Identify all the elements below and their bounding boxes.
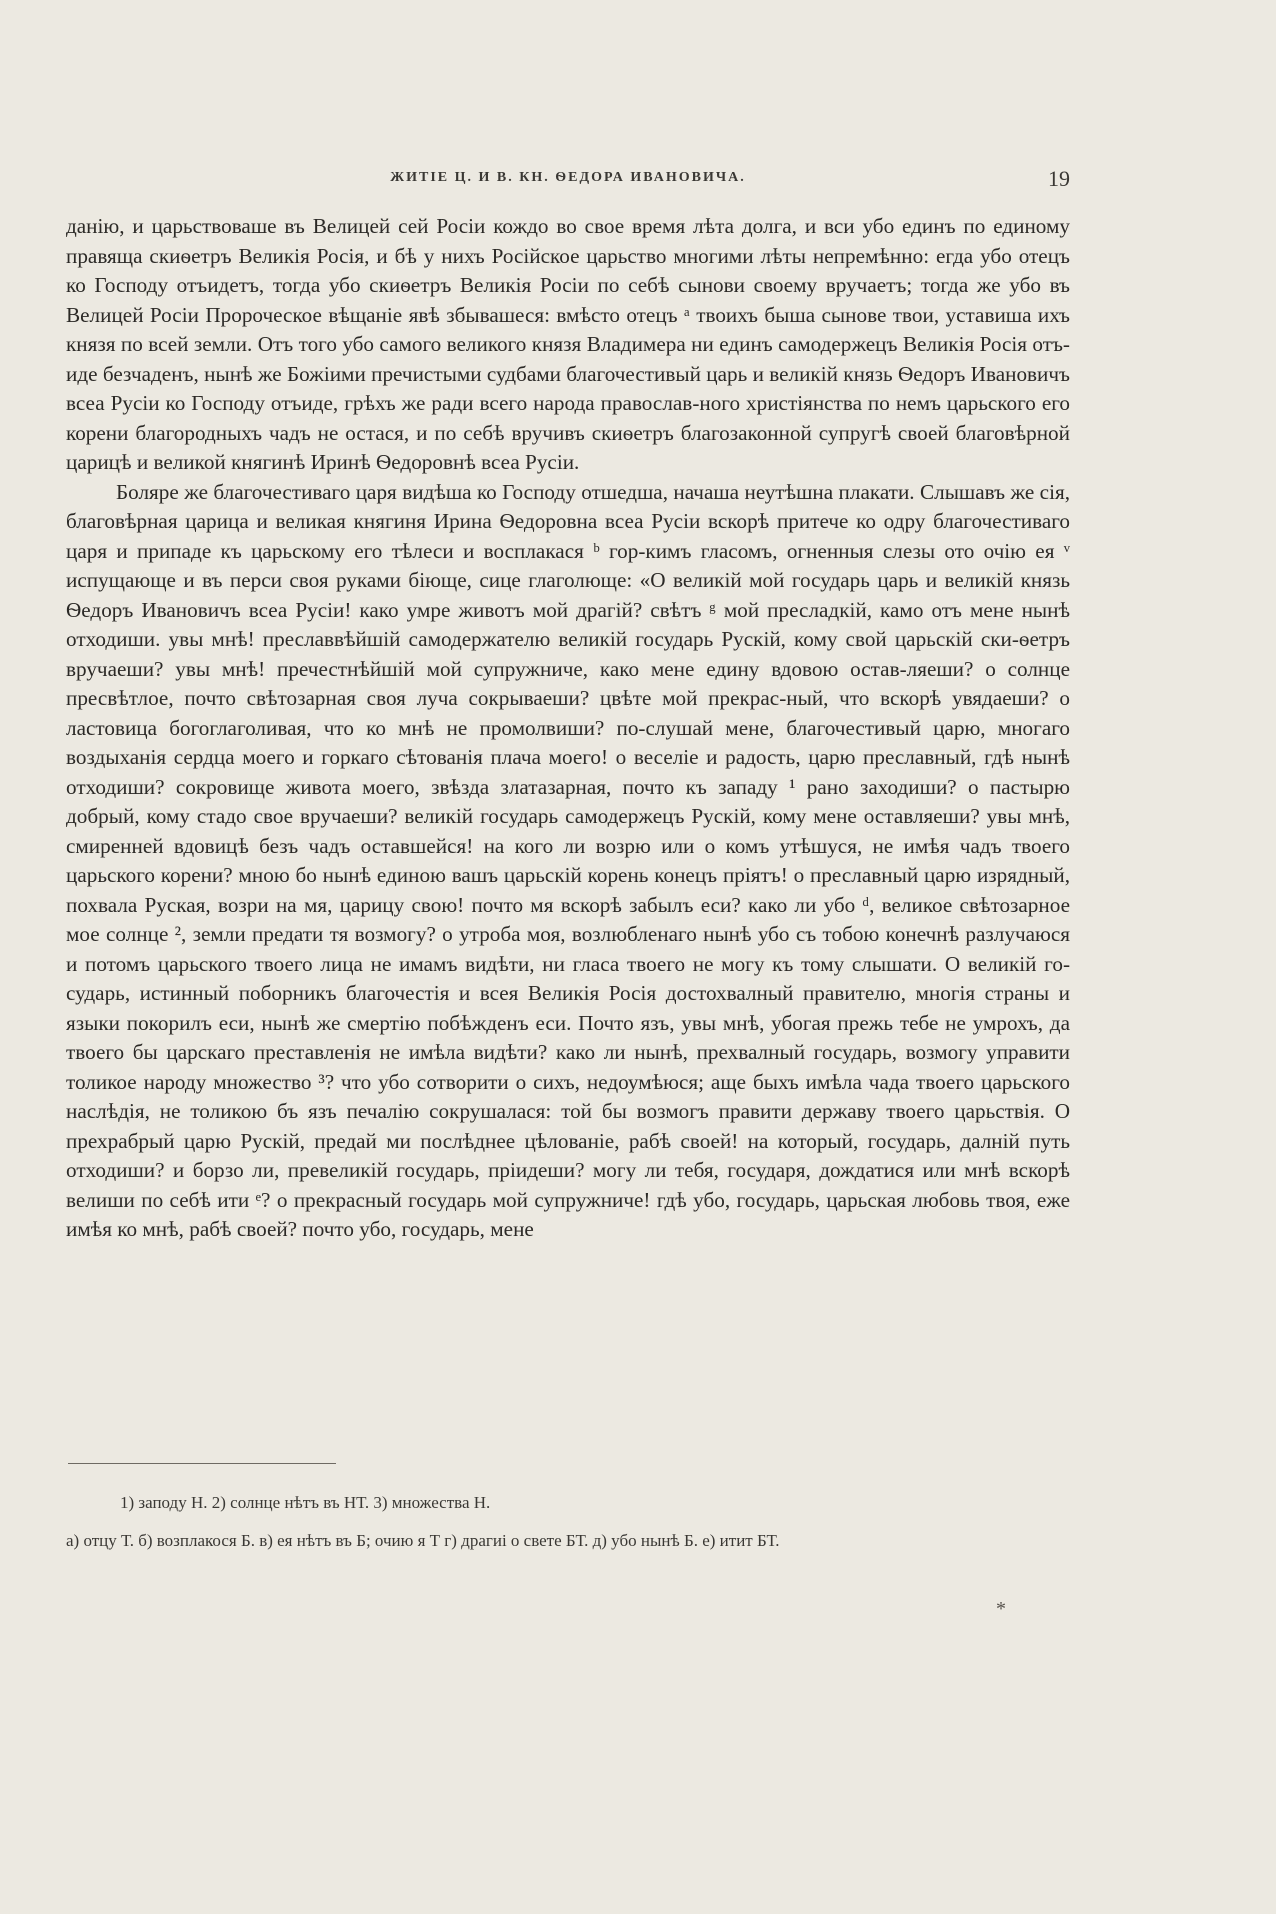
footnotes (66, 1490, 1070, 1554)
body-text (66, 212, 1070, 1245)
running-title: ЖИТІЕ Ц. И В. КН. ѲЕДОРА ИВАНОВИЧА. (390, 170, 746, 185)
lettered-footnotes: а) отцу Т. б) возплакося Б. в) ея нѣтъ въ Б; очию я Т г) драгиі о свете БТ. д) убо нынѣ Б. е) итит БТ. (66, 1531, 780, 1550)
page-header (66, 166, 1070, 196)
printer-mark: * (996, 1598, 1006, 1620)
numbered-footnotes: 1) заподу Н. 2) солнце нѣтъ въ НТ. 3) множества Н. (120, 1493, 491, 1512)
paragraph: данію, и царьствоваше въ Велицей сей Росіи кождо во свое время лѣта долга, и вси убо единъ по единому правяща скиѳетръ Великія Росія, и бѣ у нихъ Російское царьство многими лѣты непремѣнно: егда убо отецъ ко Господу отъидетъ, тогда убо скиѳетръ Великія Росіи по себѣ сынови своему вручаетъ; тогда же убо въ Велицей Росіи Пророческое вѣщаніе явѣ збывашеся: вмѣсто отецъ ᵃ твоихъ быша сынове твои, уставиша ихъ князя по всей земли. Отъ того убо самого великого князя Владимера ни единъ самодержецъ Великія Росія отъ-иде безчаденъ, нынѣ же Божіими пречистыми судбами благочестивый царь и великій князь Ѳедоръ Ивановичъ всеа Русіи ко Господу отъиде, грѣхъ же ради всего народа православ-ного христіянства по немъ царьского его корени благородныхъ чадъ не остася, и по себѣ вручивъ скиѳетръ благозаконной супругѣ своей благовѣрной царицѣ и великой княгинѣ Иринѣ Ѳедоровнѣ всеа Русіи. (66, 214, 1070, 474)
footnote-divider (68, 1463, 336, 1464)
paragraph: Боляре же благочестиваго царя видѣша ко Господу отшедша, начаша неутѣшна плакати. Слышавъ же сія, благовѣрная царица и великая княгиня Ирина Ѳедоровна всеа Русіи вскорѣ притече ко одру благочестиваго царя и припаде къ царьскому его тѣлеси и восплакася ᵇ гор-кимъ гласомъ, огненныя слезы ото очію ея ᵛ испущающе и въ перси своя руками біюще, сице глаголюще: «О великій мой государь царь и великій князь Ѳедоръ Ивановичъ всеа Русіи! како умре животъ мой драгій? свѣтъ ᵍ мой пресладкій, камо отъ мене нынѣ отходиши. увы мнѣ! преславвѣйшій самодержателю великій государь Рускій, кому свой царьскій ски-ѳетръ вручаеши? увы мнѣ! пречестнѣйшій мой супружниче, како мене едину вдовою остав-ляеши? о солнце пресвѣтлое, почто свѣтозарная своя луча сокрываеши? цвѣте мой прекрас-ный, что вскорѣ увядаеши? о ластовица богоглаголивая, что ко мнѣ не промолвиши? по-слушай мене, благочестивый царю, многаго воздыханія сердца моего и горкаго сѣтованія плача моего! о веселіе и радость, царю преславный, гдѣ нынѣ отходиши? сокровище живота моего, звѣзда златазарная, почто къ западу ¹ рано заходиши? о пастырю добрый, кому стадо свое вручаеши? великій государь самодержецъ Рускій, кому мене оставляеши? увы мнѣ, смиренней вдовицѣ безъ чадъ оставшейся! на кого ли возрю или о комъ утѣшуся, не имѣя чадъ твоего царьского корени? мною бо нынѣ единою вашъ царьскій корень конецъ пріятъ! о преславный царю изрядный, похвала Руская, возри на мя, царицу свою! почто мя вскорѣ забылъ еси? како ли убо ᵈ, великое свѣтозарное мое солнце ², земли предати тя возмогу? о утроба моя, возлюбленаго нынѣ убо съ тобою конечнѣ разлучаюся и потомъ царьского твоего лица не имамъ видѣти, ни гласа твоего не могу къ тому слышати. О великій го-сударь, истинный поборникъ благочестія и всея Великія Росія достохвалный правителю, многія страны и языки покорилъ еси, нынѣ же смертію побѣжденъ еси. Почто язъ, увы мнѣ, убогая прежь тебе не умрохъ, да твоего бы царскаго преставленія не имѣла видѣти? како ли нынѣ, прехвалный государь, возмогу управити толикое народу множество ³? что убо сотворити о сихъ, недоумѣюся; аще быхъ имѣла чада твоего царьского наслѣдія, не толикою бъ язъ печалію сокрушалася: той бы возмогъ правити державу твоего царьствія. О прехрабрый царю Рускій, предай ми послѣднее цѣлованіе, рабѣ своей! на который, государь, далній путь отходиши? и борзо ли, превеликій государь, пріидеши? могу ли тебя, государя, дождатися или мнѣ вскорѣ велиши по себѣ ити ᵉ? о прекрасный государь мой супружниче! гдѣ убо, государь, царьская любовь твоя, еже имѣя ко мнѣ, рабѣ своей? почто убо, государь, мене (66, 479, 1070, 1241)
page-number: 19 (1048, 166, 1070, 191)
